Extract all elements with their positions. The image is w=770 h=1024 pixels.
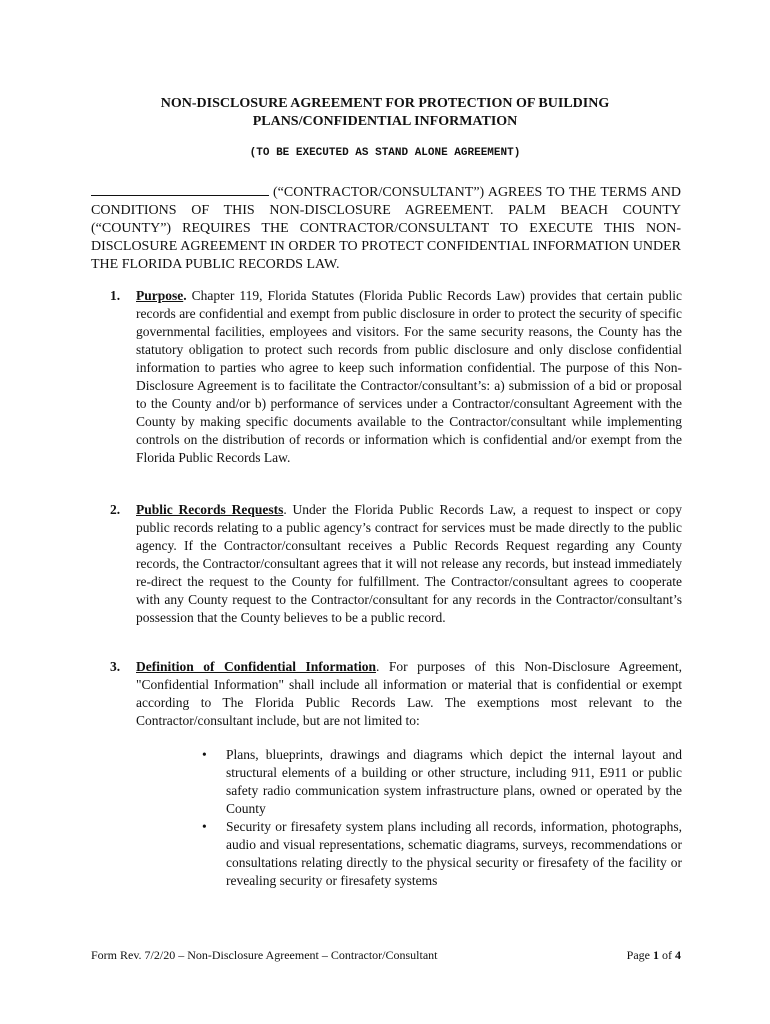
section-definition-confidential [110, 658, 682, 730]
section-text: Chapter 119, Florida Statutes (Florida Public Records Law) provides that certain public records are confidential and exempt from public disclosure in order to protect the security of specific governmental facilities, employees and visitors. For the same security reasons, the County has the statutory obligation to protect such records from public disclosure and only disclose confidential information to parties who agree to keep such information confidential. The purpose of this Non-Disclosure Agreement is to facilitate the Contractor/consultant’s: a) submission of a bid or proposal to the County and/or b) performance of services under a Contractor/consultant Agreement with the County by making specific documents available to the Contractor/consultant while implementing controls on the distribution of records or information which is confidential and/or exempt from the Florida Public Records Law. [136, 288, 682, 465]
section-number: 1. [110, 288, 121, 303]
page-total: 4 [675, 948, 681, 962]
section-heading: Purpose [136, 288, 184, 303]
page-label: Page [626, 948, 653, 962]
section-purpose [110, 287, 682, 467]
section-heading: Public Records Requests [136, 502, 284, 517]
section-heading: Definition of Confidential Information [136, 659, 377, 674]
heading-suffix: . [283, 502, 287, 517]
list-item-text: Security or firesafety system plans including all records, information, photographs, audio and visual representations, schematic diagrams, surveys, recommendations or consultations relating directly to the physical security or firesafety of the facility or revealing security or firesafety systems [226, 819, 682, 888]
heading-suffix: . [376, 659, 380, 674]
contractor-name-blank [91, 182, 269, 196]
intro-paragraph [91, 182, 681, 274]
page-of-label: of [659, 948, 675, 962]
list-item [200, 746, 682, 818]
confidential-info-list [200, 746, 682, 890]
document-subtitle: (TO BE EXECUTED AS STAND ALONE AGREEMENT) [249, 147, 521, 159]
footer-form-rev: Form Rev. 7/2/20 – Non-Disclosure Agreement – Contractor/Consultant [91, 948, 438, 962]
section-number: 3. [110, 659, 121, 674]
intro-text: (“CONTRACTOR/CONSULTANT”) AGREES TO THE TERMS AND CONDITIONS OF THIS NON-DISCLOSURE AGREEMENT. PALM BEACH COUNTY (“COUNTY”) REQUIRES THE CONTRACTOR/CONSULTANT TO EXECUTE THIS NON-DISCLOSURE AGREEMENT IN ORDER TO PROTECT CONFIDENTIAL INFORMATION UNDER THE FLORIDA PUBLIC RECORDS LAW. [91, 185, 681, 272]
section-text: For purposes of this Non-Disclosure Agreement, "Confidential Information" shall include all information or material that is confidential or exempt according to The Florida Public Records Law. The exemptions most relevant to the Contractor/consultant include, but are not limited to: [136, 659, 682, 728]
document-title [60, 95, 710, 131]
section-number: 2. [110, 502, 121, 517]
title-line-2: PLANS/CONFIDENTIAL INFORMATION [252, 114, 518, 129]
page-footer [91, 948, 681, 963]
bullet-icon: • [202, 747, 207, 762]
footer-page-number [627, 948, 681, 963]
heading-suffix: . [183, 288, 187, 303]
section-text: Under the Florida Public Records Law, a request to inspect or copy public records relating to a public agency’s contract for services must be made directly to the public agency. If the Contractor/consultant receives a Public Records Request regarding any County records, the Contractor/consultant agrees that it will not release any records, but instead immediately re-direct the request to the County for fulfillment. The Contractor/consultant agrees to cooperate with any County request to the Contractor/consultant for any records in the Contractor/consultant’s possession that the County believes to be a public record. [136, 502, 683, 625]
list-item [200, 818, 682, 890]
bullet-icon: • [202, 819, 207, 834]
section-public-records-requests [110, 501, 682, 627]
page-current: 1 [653, 948, 659, 962]
list-item-text: Plans, blueprints, drawings and diagrams which depict the internal layout and structural elements of a building or other structure, including 911, E911 or public safety radio communication system infrastructure plans, owned or operated by the County [226, 747, 682, 816]
title-line-1: NON-DISCLOSURE AGREEMENT FOR PROTECTION OF BUILDING [160, 96, 610, 111]
